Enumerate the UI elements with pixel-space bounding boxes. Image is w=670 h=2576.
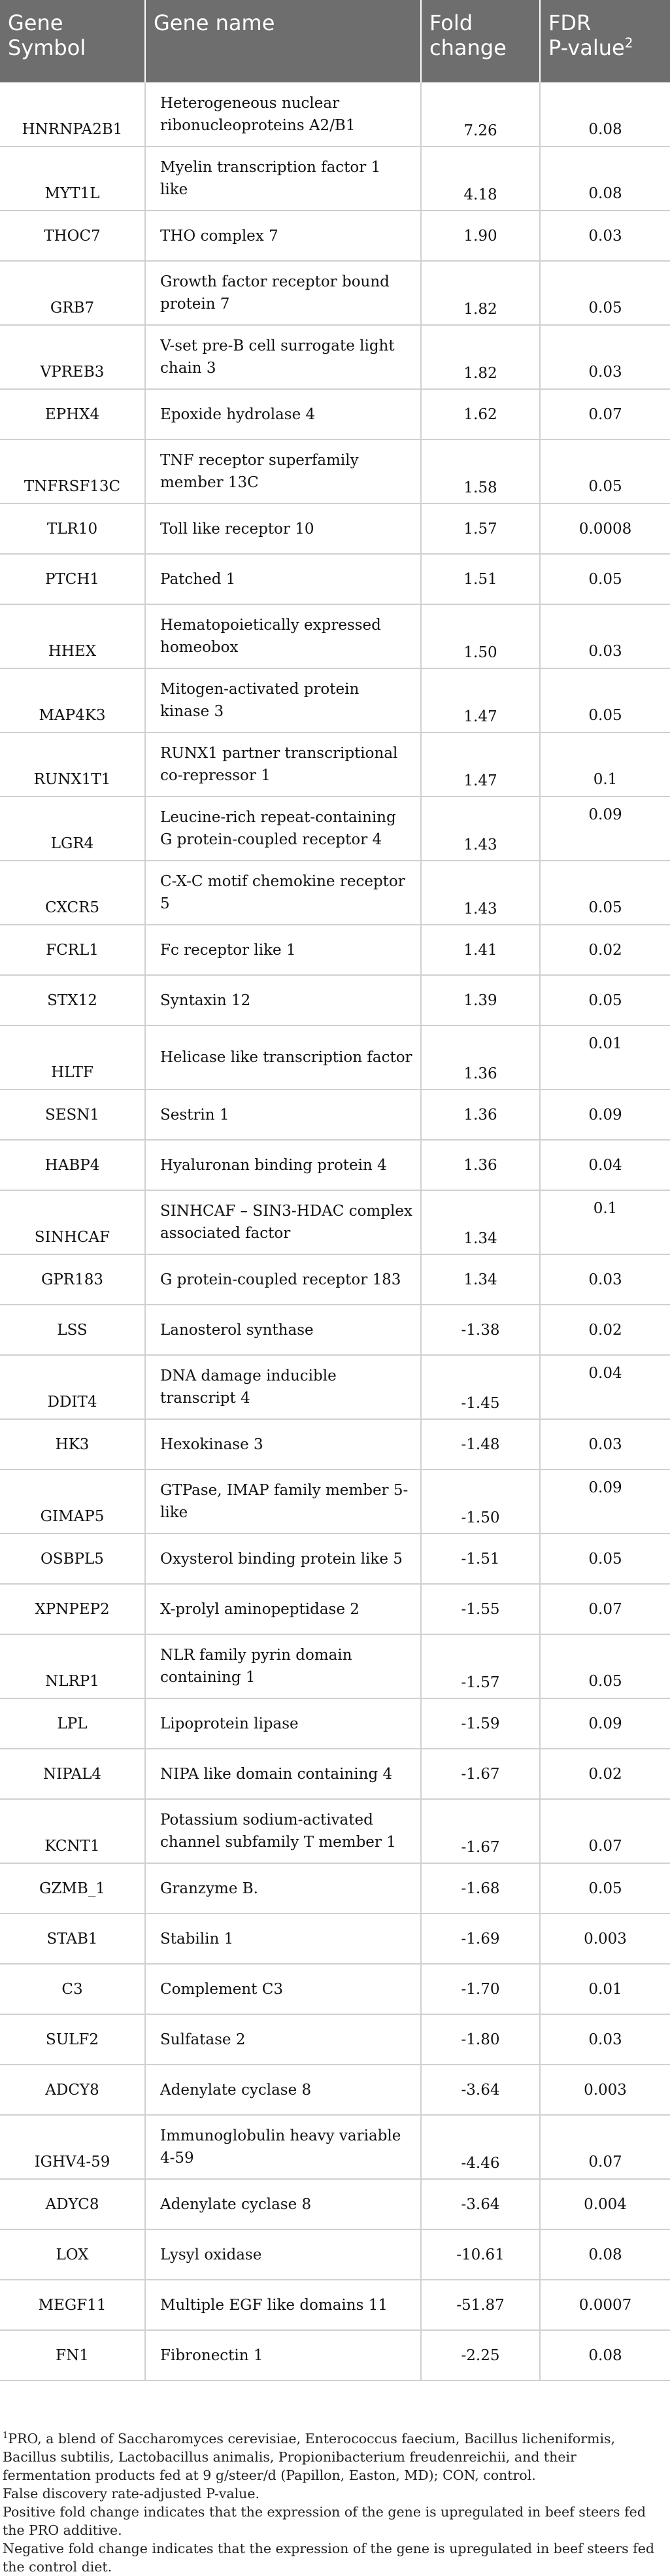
gene-symbol-cell: LGR4 [0, 797, 145, 861]
table-row [0, 1469, 670, 1534]
fdr-p-value-cell: 0.07 [540, 2115, 670, 2179]
fdr-p-value-cell: 0.05 [540, 1534, 670, 1584]
fdr-p-value-cell: 0.07 [540, 1799, 670, 1863]
footnote-4: Negative fold change indicates that the expression of the gene is upregulated in beef steers fed the control diet. [3, 2541, 654, 2575]
footnote-3: Positive fold change indicates that the expression of the gene is upregulated in beef steers fed the PRO additive. [3, 2504, 646, 2538]
fdr-p-value-cell: 0.05 [540, 861, 670, 925]
gene-symbol-cell: SINHCAF [0, 1190, 145, 1254]
table-row [0, 1190, 670, 1254]
gene-name-cell: GTPase, IMAP family member 5-like [145, 1469, 421, 1534]
fdr-p-value-cell: 0.03 [540, 604, 670, 668]
table-row [0, 389, 670, 439]
gene-name-cell: Fc receptor like 1 [145, 925, 421, 975]
gene-name-cell: G protein-coupled receptor 183 [145, 1254, 421, 1305]
fold-change-cell: -1.80 [421, 2014, 540, 2065]
fdr-p-value-cell: 0.05 [540, 1863, 670, 1914]
fdr-p-value-cell: 0.09 [540, 797, 670, 861]
gene-symbol-cell: IGHV4-59 [0, 2115, 145, 2179]
fdr-p-value-cell: 0.03 [540, 325, 670, 389]
gene-name-cell: Adenylate cyclase 8 [145, 2065, 421, 2115]
gene-name-cell: Stabilin 1 [145, 1914, 421, 1964]
table-footnotes [0, 2430, 670, 2576]
gene-symbol-cell: GRB7 [0, 261, 145, 325]
fold-change-cell: 1.43 [421, 797, 540, 861]
gene-name-cell: Hexokinase 3 [145, 1419, 421, 1469]
fdr-p-value-cell: 0.08 [540, 82, 670, 146]
fdr-p-value-cell: 0.07 [540, 1584, 670, 1634]
gene-symbol-cell: TNFRSF13C [0, 439, 145, 504]
fold-change-cell: -1.51 [421, 1534, 540, 1584]
fdr-p-value-cell: 0.09 [540, 1469, 670, 1534]
fdr-p-value-cell: 0.09 [540, 1698, 670, 1749]
gene-symbol-cell: MAP4K3 [0, 668, 145, 732]
fdr-p-value-cell: 0.04 [540, 1140, 670, 1190]
fdr-p-value-cell: 0.0007 [540, 2280, 670, 2330]
fdr-p-value-cell: 0.05 [540, 261, 670, 325]
fold-change-cell: 1.47 [421, 668, 540, 732]
table-row [0, 1419, 670, 1469]
fold-change-cell: 1.36 [421, 1025, 540, 1090]
fdr-p-value-cell: 0.03 [540, 211, 670, 261]
gene-name-cell: Leucine-rich repeat-containing G protein-coupled receptor 4 [145, 797, 421, 861]
fdr-p-value-cell: 0.01 [540, 1025, 670, 1090]
fold-change-cell: -1.67 [421, 1799, 540, 1863]
table-row [0, 1964, 670, 2014]
fold-change-cell: -1.57 [421, 1634, 540, 1698]
table-row [0, 82, 670, 146]
table-row [0, 1355, 670, 1419]
fold-change-cell: -1.70 [421, 1964, 540, 2014]
table-row [0, 604, 670, 668]
fdr-p-value-cell: 0.07 [540, 389, 670, 439]
table-row [0, 1584, 670, 1634]
table-row [0, 2330, 670, 2380]
gene-name-cell: Patched 1 [145, 554, 421, 604]
table-row [0, 1025, 670, 1090]
fdr-p-value-cell: 0.08 [540, 2330, 670, 2380]
gene-name-cell: TNF receptor superfamily member 13C [145, 439, 421, 504]
gene-symbol-cell: TLR10 [0, 504, 145, 554]
table-row [0, 2179, 670, 2229]
gene-symbol-cell: LOX [0, 2229, 145, 2280]
table-row [0, 2014, 670, 2065]
fold-change-cell: -1.55 [421, 1584, 540, 1634]
gene-name-cell: Heterogeneous nuclear ribonucleoproteins A2/B1 [145, 82, 421, 146]
table-row [0, 1799, 670, 1863]
table-row [0, 975, 670, 1025]
gene-symbol-cell: GZMB_1 [0, 1863, 145, 1914]
fdr-p-value-cell: 0.03 [540, 2014, 670, 2065]
fold-change-cell: 1.47 [421, 732, 540, 797]
fold-change-cell: 1.51 [421, 554, 540, 604]
fold-change-cell: 1.82 [421, 325, 540, 389]
gene-symbol-cell: NLRP1 [0, 1634, 145, 1698]
gene-name-cell: X-prolyl aminopeptidase 2 [145, 1584, 421, 1634]
fdr-p-value-cell: 0.1 [540, 732, 670, 797]
table-row [0, 2115, 670, 2179]
table-row [0, 325, 670, 389]
gene-name-cell: SINHCAF – SIN3-HDAC complex associated factor [145, 1190, 421, 1254]
fdr-p-value-cell: 0.003 [540, 1914, 670, 1964]
gene-symbol-cell: SULF2 [0, 2014, 145, 2065]
gene-name-cell: Myelin transcription factor 1 like [145, 146, 421, 211]
fold-change-cell: -1.48 [421, 1419, 540, 1469]
fdr-p-value-cell: 0.05 [540, 1634, 670, 1698]
table-row [0, 1749, 670, 1799]
table-header [0, 0, 670, 82]
gene-name-cell: Epoxide hydrolase 4 [145, 389, 421, 439]
fdr-p-value-cell: 0.03 [540, 1419, 670, 1469]
header-fold-change: Fold change [421, 0, 540, 82]
gene-name-cell: Lipoprotein lipase [145, 1698, 421, 1749]
fdr-p-value-cell: 0.04 [540, 1355, 670, 1419]
fold-change-cell: 1.50 [421, 604, 540, 668]
table-row [0, 732, 670, 797]
table-row [0, 1534, 670, 1584]
fdr-p-value-cell: 0.05 [540, 975, 670, 1025]
gene-name-cell: C-X-C motif chemokine receptor 5 [145, 861, 421, 925]
fold-change-cell: 1.34 [421, 1190, 540, 1254]
fdr-p-value-cell: 0.05 [540, 439, 670, 504]
fold-change-cell: 4.18 [421, 146, 540, 211]
table-row [0, 1090, 670, 1140]
gene-symbol-cell: FCRL1 [0, 925, 145, 975]
gene-symbol-cell: HHEX [0, 604, 145, 668]
table-row [0, 1914, 670, 1964]
header-fdr-p-value: FDR P-value$^2$ [540, 0, 670, 82]
gene-symbol-cell: VPREB3 [0, 325, 145, 389]
fdr-p-value-cell: 0.02 [540, 1749, 670, 1799]
table-row [0, 2229, 670, 2280]
table-row [0, 2280, 670, 2330]
table-row [0, 146, 670, 211]
fold-change-cell: -1.45 [421, 1355, 540, 1419]
fdr-p-value-cell: 0.05 [540, 554, 670, 604]
table-row [0, 1140, 670, 1190]
fold-change-cell: 1.36 [421, 1090, 540, 1140]
gene-symbol-cell: MEGF11 [0, 2280, 145, 2330]
gene-symbol-cell: ADCY8 [0, 2065, 145, 2115]
fold-change-cell: 1.34 [421, 1254, 540, 1305]
fold-change-cell: -3.64 [421, 2065, 540, 2115]
gene-symbol-cell: KCNT1 [0, 1799, 145, 1863]
table-row [0, 925, 670, 975]
table-row [0, 1863, 670, 1914]
table-row [0, 504, 670, 554]
table-body [0, 82, 670, 2380]
gene-symbol-cell: GIMAP5 [0, 1469, 145, 1534]
gene-symbol-cell: FN1 [0, 2330, 145, 2380]
gene-name-cell: Syntaxin 12 [145, 975, 421, 1025]
gene-name-cell: Mitogen-activated protein kinase 3 [145, 668, 421, 732]
gene-symbol-cell: STX12 [0, 975, 145, 1025]
gene-symbol-cell: MYT1L [0, 146, 145, 211]
table-row [0, 211, 670, 261]
gene-name-cell: Complement C3 [145, 1964, 421, 2014]
fold-change-cell: -2.25 [421, 2330, 540, 2380]
fold-change-cell: -1.38 [421, 1305, 540, 1355]
gene-name-cell: Oxysterol binding protein like 5 [145, 1534, 421, 1584]
gene-symbol-cell: ADYC8 [0, 2179, 145, 2229]
gene-symbol-cell: LPL [0, 1698, 145, 1749]
gene-name-cell: Growth factor receptor bound protein 7 [145, 261, 421, 325]
fdr-p-value-cell: 0.09 [540, 1090, 670, 1140]
table-row [0, 439, 670, 504]
table-row [0, 1634, 670, 1698]
footnote-2: False discovery rate-adjusted P-value. [3, 2486, 260, 2501]
fold-change-cell: 1.90 [421, 211, 540, 261]
fold-change-cell: 1.58 [421, 439, 540, 504]
fdr-p-value-cell: 0.003 [540, 2065, 670, 2115]
fdr-p-value-cell: 0.0008 [540, 504, 670, 554]
fold-change-cell: -10.61 [421, 2229, 540, 2280]
header-gene-symbol: Gene Symbol [0, 0, 145, 82]
fold-change-cell: -1.59 [421, 1698, 540, 1749]
fold-change-cell: -1.67 [421, 1749, 540, 1799]
gene-symbol-cell: GPR183 [0, 1254, 145, 1305]
fold-change-cell: 1.43 [421, 861, 540, 925]
gene-name-cell: Lanosterol synthase [145, 1305, 421, 1355]
gene-name-cell: Fibronectin 1 [145, 2330, 421, 2380]
gene-name-cell: THO complex 7 [145, 211, 421, 261]
table-row [0, 668, 670, 732]
gene-name-cell: Toll like receptor 10 [145, 504, 421, 554]
gene-symbol-cell: HABP4 [0, 1140, 145, 1190]
fdr-p-value-cell: 0.01 [540, 1964, 670, 2014]
fold-change-cell: -51.87 [421, 2280, 540, 2330]
fold-change-cell: -4.46 [421, 2115, 540, 2179]
fold-change-cell: 7.26 [421, 82, 540, 146]
gene-name-cell: Immunoglobulin heavy variable 4-59 [145, 2115, 421, 2179]
gene-symbol-cell: LSS [0, 1305, 145, 1355]
gene-name-cell: NLR family pyrin domain containing 1 [145, 1634, 421, 1698]
gene-name-cell: Hyaluronan binding protein 4 [145, 1140, 421, 1190]
table-row [0, 797, 670, 861]
fold-change-cell: -1.68 [421, 1863, 540, 1914]
gene-symbol-cell: DDIT4 [0, 1355, 145, 1419]
table-row [0, 1305, 670, 1355]
gene-symbol-cell: NIPAL4 [0, 1749, 145, 1799]
fdr-p-value-cell: 0.004 [540, 2179, 670, 2229]
table-row [0, 1254, 670, 1305]
gene-symbol-cell: CXCR5 [0, 861, 145, 925]
gene-symbol-cell: RUNX1T1 [0, 732, 145, 797]
fold-change-cell: 1.57 [421, 504, 540, 554]
gene-name-cell: Lysyl oxidase [145, 2229, 421, 2280]
footnote-1: $^1$PRO, a blend of Saccharomyces cerevisiae, Enterococcus faecium, Bacillus licheniformis, Bacillus subtilis, Lactobacillus animalis, Propionibacterium freudenreichii, and their fermentation products fed at 9 g/steer/d (Papillon, Easton, MD); CON, control. [3, 2431, 616, 2483]
gene-name-cell: Helicase like transcription factor [145, 1025, 421, 1090]
gene-name-cell: NIPA like domain containing 4 [145, 1749, 421, 1799]
header-gene-name: Gene name [145, 0, 421, 82]
table-row [0, 2065, 670, 2115]
gene-symbol-cell: THOC7 [0, 211, 145, 261]
gene-symbol-cell: EPHX4 [0, 389, 145, 439]
table-row [0, 554, 670, 604]
fold-change-cell: 1.82 [421, 261, 540, 325]
gene-name-cell: Sulfatase 2 [145, 2014, 421, 2065]
table-row [0, 861, 670, 925]
fdr-p-value-cell: 0.02 [540, 1305, 670, 1355]
gene-name-cell: Hematopoietically expressed homeobox [145, 604, 421, 668]
gene-symbol-cell: PTCH1 [0, 554, 145, 604]
fold-change-cell: -1.50 [421, 1469, 540, 1534]
gene-name-cell: DNA damage inducible transcript 4 [145, 1355, 421, 1419]
gene-name-cell: RUNX1 partner transcriptional co-repressor 1 [145, 732, 421, 797]
fdr-p-value-cell: 0.08 [540, 146, 670, 211]
gene-symbol-cell: OSBPL5 [0, 1534, 145, 1584]
gene-symbol-cell: HK3 [0, 1419, 145, 1469]
gene-symbol-cell: HNRNPA2B1 [0, 82, 145, 146]
gene-symbol-cell: XPNPEP2 [0, 1584, 145, 1634]
fold-change-cell: 1.62 [421, 389, 540, 439]
table-row [0, 261, 670, 325]
fold-change-cell: 1.39 [421, 975, 540, 1025]
fdr-p-value-cell: 0.02 [540, 925, 670, 975]
fdr-p-value-cell: 0.08 [540, 2229, 670, 2280]
fdr-p-value-cell: 0.03 [540, 1254, 670, 1305]
gene-name-cell: V-set pre-B cell surrogate light chain 3 [145, 325, 421, 389]
fold-change-cell: 1.41 [421, 925, 540, 975]
fold-change-cell: 1.36 [421, 1140, 540, 1190]
gene-name-cell: Potassium sodium-activated channel subfamily T member 1 [145, 1799, 421, 1863]
gene-name-cell: Sestrin 1 [145, 1090, 421, 1140]
fdr-p-value-cell: 0.05 [540, 668, 670, 732]
gene-symbol-cell: SESN1 [0, 1090, 145, 1140]
fold-change-cell: -1.69 [421, 1914, 540, 1964]
gene-name-cell: Adenylate cyclase 8 [145, 2179, 421, 2229]
gene-name-cell: Granzyme B. [145, 1863, 421, 1914]
gene-symbol-cell: HLTF [0, 1025, 145, 1090]
gene-name-cell: Multiple EGF like domains 11 [145, 2280, 421, 2330]
fold-change-cell: -3.64 [421, 2179, 540, 2229]
table-row [0, 1698, 670, 1749]
gene-symbol-cell: C3 [0, 1964, 145, 2014]
gene-symbol-cell: STAB1 [0, 1914, 145, 1964]
fdr-p-value-cell: 0.1 [540, 1190, 670, 1254]
